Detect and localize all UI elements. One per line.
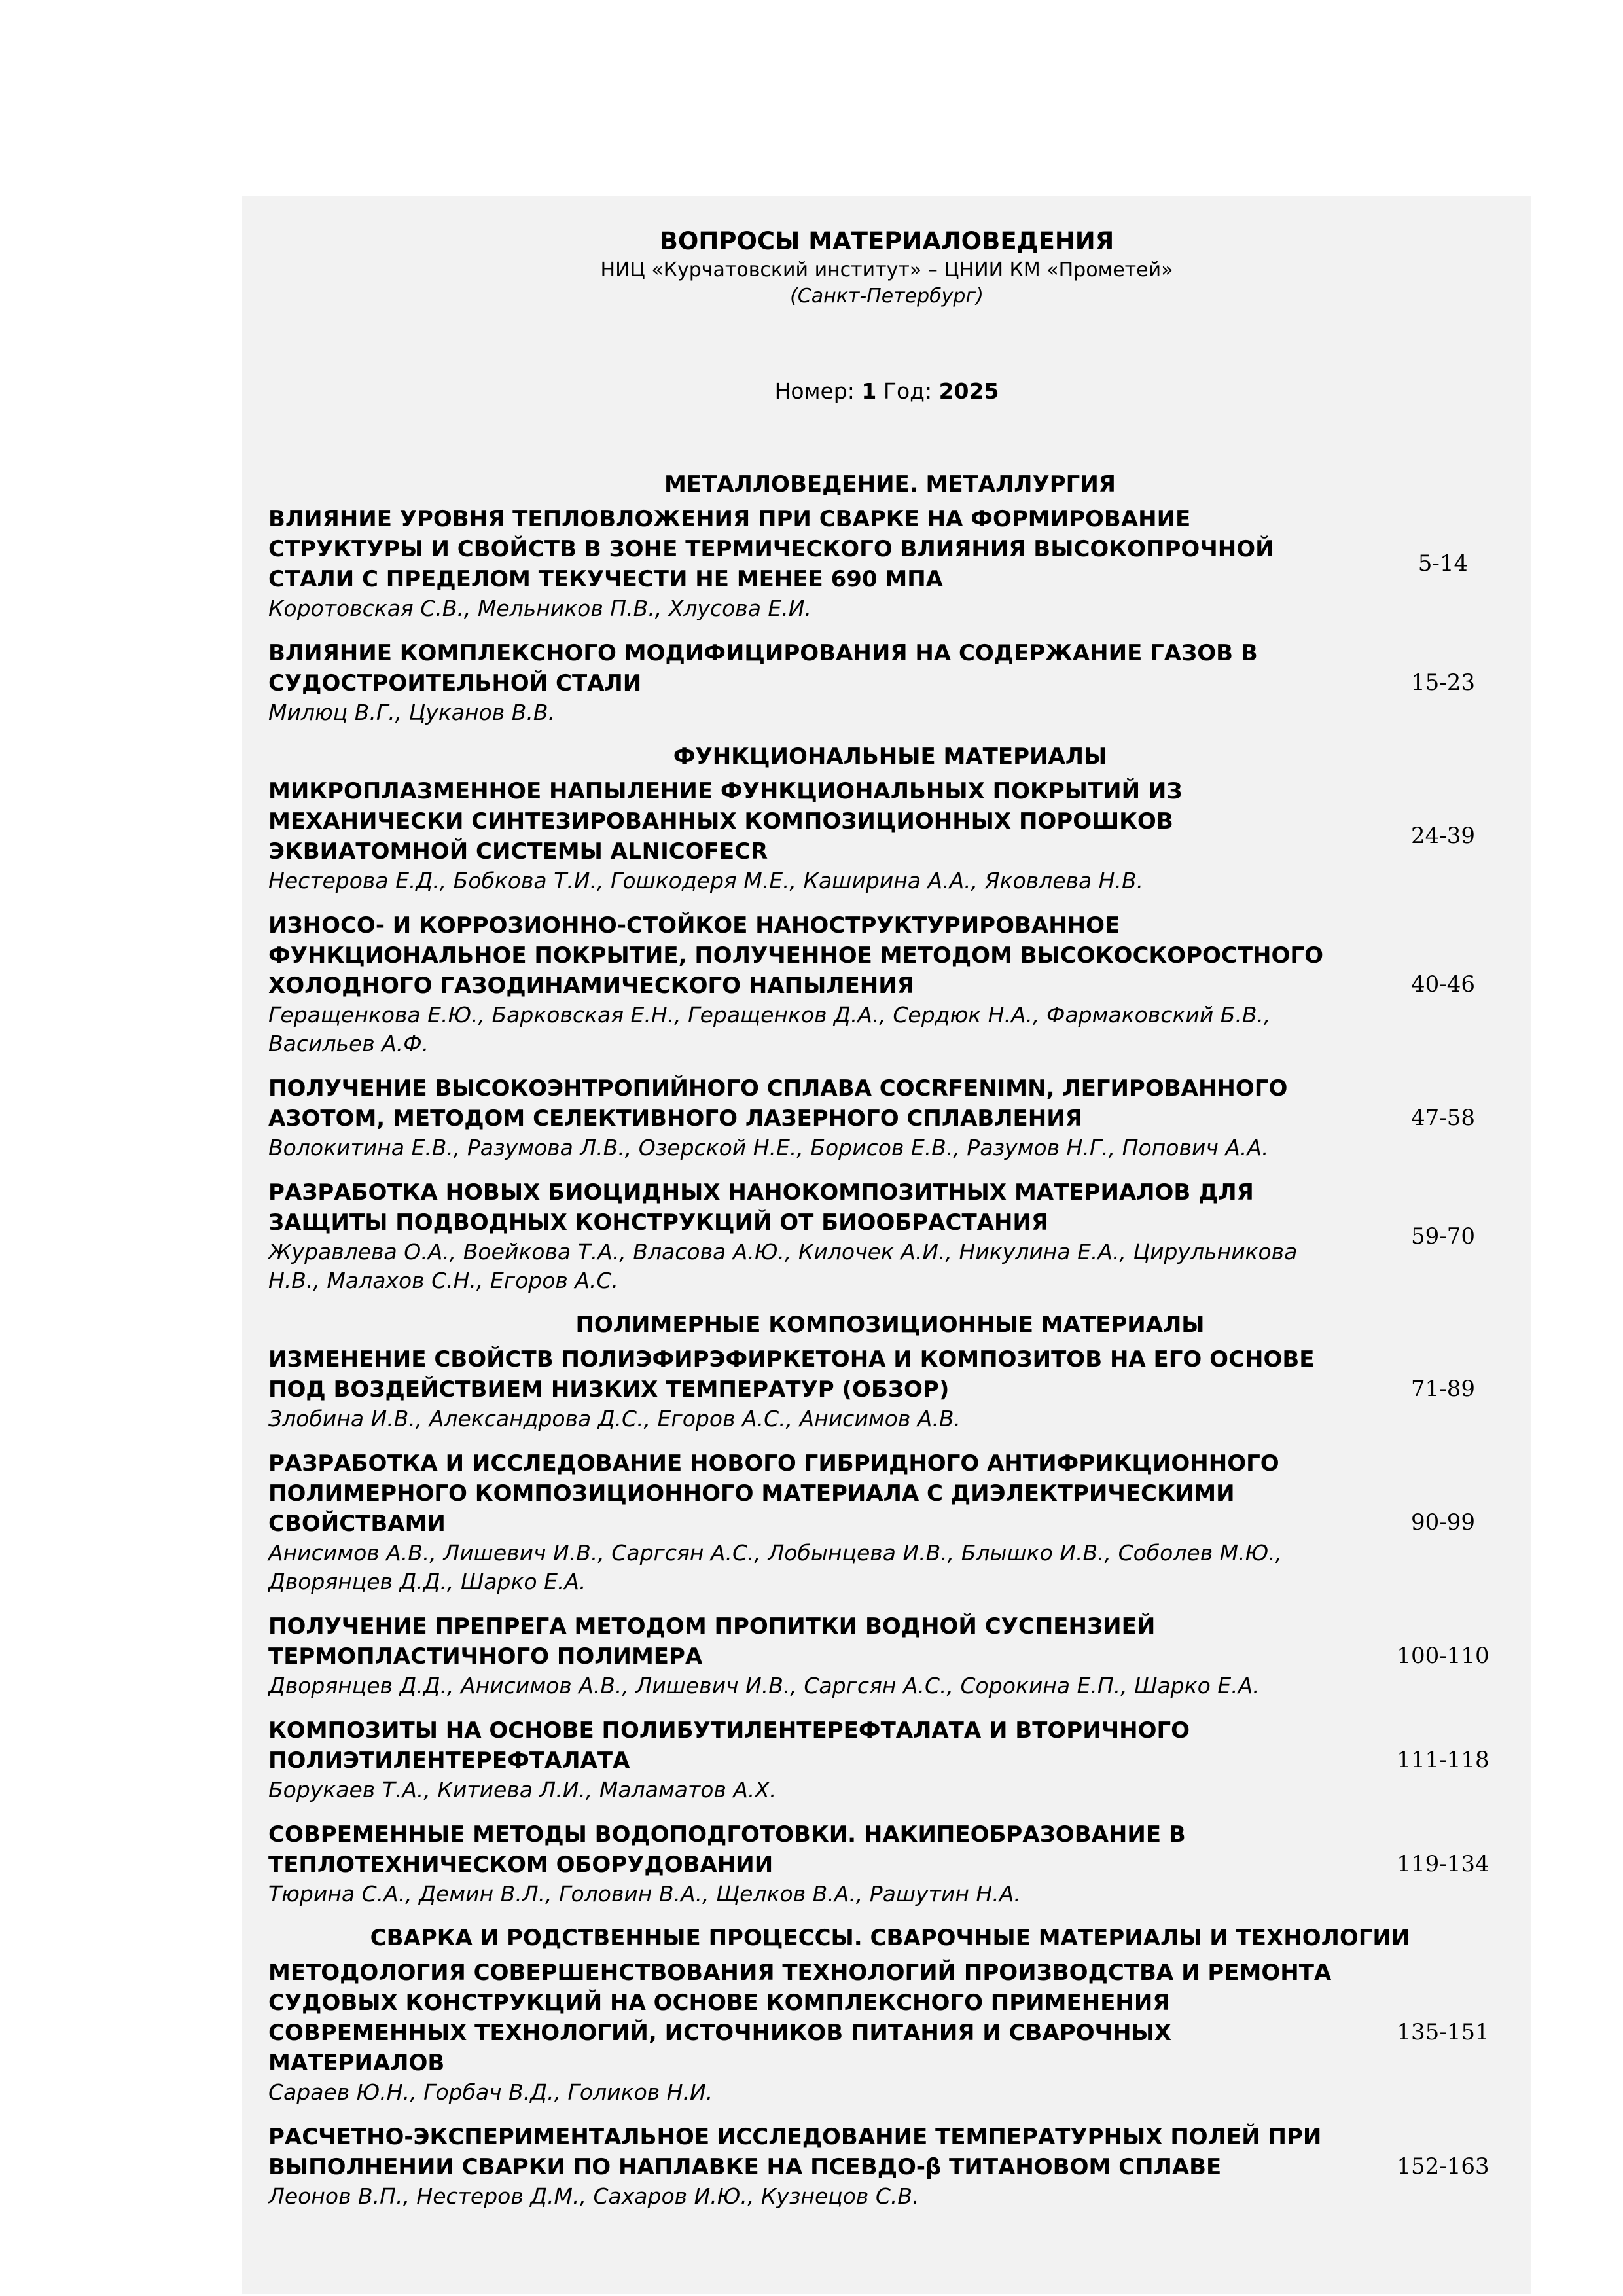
toc-entry	[268, 1820, 1512, 1909]
article-title-line: МЕТОДОЛОГИЯ СОВЕРШЕНСТВОВАНИЯ ТЕХНОЛОГИЙ ПРОИЗВОДСТВА И РЕМОНТА	[268, 1960, 1332, 1986]
article-title-line: СОВРЕМЕННЫХ ТЕХНОЛОГИЙ, ИСТОЧНИКОВ ПИТАНИЯ И СВАРОЧНЫХ	[268, 2020, 1171, 2046]
article-authors	[268, 1776, 1374, 1804]
issue-info	[242, 378, 1531, 404]
authors-line: Леонов В.П., Нестеров Д.М., Сахаров И.Ю., Кузнецов С.В.	[268, 2183, 919, 2209]
entry-text	[268, 1958, 1374, 2107]
toc-entry	[268, 1611, 1512, 1700]
article-pages: 152-163	[1397, 2153, 1489, 2179]
article-pages: 59-70	[1410, 1223, 1475, 1249]
article-title-line: ПОЛИМЕРНОГО КОМПОЗИЦИОННОГО МАТЕРИАЛА С ДИЭЛЕКТРИЧЕСКИМИ	[268, 1480, 1235, 1507]
article-title	[268, 1177, 1374, 1238]
article-authors	[268, 1672, 1374, 1700]
toc-entry	[268, 1448, 1512, 1596]
article-authors	[268, 1134, 1374, 1162]
document-panel	[242, 196, 1531, 2294]
authors-line: Злобина И.В., Александрова Д.С., Егоров А.С., Анисимов А.В.	[268, 1406, 961, 1431]
article-authors	[268, 1539, 1374, 1596]
article-title-line: ВЛИЯНИЕ УРОВНЯ ТЕПЛОВЛОЖЕНИЯ ПРИ СВАРКЕ НА ФОРМИРОВАНИЕ	[268, 506, 1191, 532]
table-of-contents	[268, 470, 1512, 2226]
article-title-line: ПОЛИЭТИЛЕНТЕРЕФТАЛАТА	[268, 1748, 630, 1774]
article-authors	[268, 698, 1374, 727]
journal-title: ВОПРОСЫ МАТЕРИАЛОВЕДЕНИЯ	[659, 227, 1115, 255]
authors-line: Геращенкова Е.Ю., Барковская Е.Н., Геращенков Д.А., Сердюк Н.А., Фармаковский Б.В.,	[268, 1002, 1271, 1028]
article-authors	[268, 1405, 1374, 1433]
entry-text	[268, 638, 1374, 727]
article-pages: 100-110	[1397, 1643, 1489, 1669]
article-pages: 47-58	[1410, 1105, 1475, 1131]
article-title-line: ЗАЩИТЫ ПОДВОДНЫХ КОНСТРУКЦИЙ ОТ БИООБРАСТАНИЯ	[268, 1210, 1049, 1236]
article-title-line: АЗОТОМ, МЕТОДОМ СЕЛЕКТИВНОГО ЛАЗЕРНОГО СПЛАВЛЕНИЯ	[268, 1105, 1082, 1132]
issue-number-label: Номер:	[774, 378, 855, 404]
entry-text	[268, 1611, 1374, 1700]
authors-line: Борукаев Т.А., Китиева Л.И., Маламатов А.Х.	[268, 1777, 777, 1803]
article-title-line: ТЕРМОПЛАСТИЧНОГО ПОЛИМЕРА	[268, 1643, 703, 1670]
toc-entry	[268, 910, 1512, 1058]
toc-entry	[268, 776, 1512, 895]
entry-text	[268, 1820, 1374, 1909]
toc-entry	[268, 1344, 1512, 1433]
article-title-line: СУДОСТРОИТЕЛЬНОЙ СТАЛИ	[268, 670, 642, 696]
article-pages: 119-134	[1397, 1851, 1489, 1877]
article-title-line: ИЗНОСО- И КОРРОЗИОННО-СТОЙКОЕ НАНОСТРУКТУРИРОВАННОЕ	[268, 912, 1120, 939]
authors-line: Нестерова Е.Д., Бобкова Т.И., Гошкодеря М.Е., Каширина А.А., Яковлева Н.В.	[268, 868, 1144, 893]
article-pages: 90-99	[1410, 1509, 1475, 1535]
article-pages: 135-151	[1397, 2019, 1489, 2045]
article-title	[268, 1344, 1374, 1405]
journal-publisher: НИЦ «Курчатовский институт» – ЦНИИ КМ «Прометей»	[600, 259, 1173, 281]
issue-number: 1	[861, 378, 877, 404]
toc-entry	[268, 1715, 1512, 1804]
entry-text	[268, 504, 1374, 623]
article-title-line: ХОЛОДНОГО ГАЗОДИНАМИЧЕСКОГО НАПЫЛЕНИЯ	[268, 973, 914, 999]
article-title-line: ВЫПОЛНЕНИИ СВАРКИ ПО НАПЛАВКЕ НА ПСЕВДО-β ТИТАНОВОМ СПЛАВЕ	[268, 2154, 1222, 2180]
article-title-line: СУДОВЫХ КОНСТРУКЦИЙ НА ОСНОВЕ КОМПЛЕКСНОГО ПРИМЕНЕНИЯ	[268, 1990, 1170, 2016]
issue-year-label: Год:	[883, 378, 933, 404]
authors-line: Дворянцев Д.Д., Шарко Е.А.	[268, 1569, 586, 1594]
article-title-line: СВОЙСТВАМИ	[268, 1511, 446, 1537]
article-title-line: ПОД ВОЗДЕЙСТВИЕМ НИЗКИХ ТЕМПЕРАТУР (ОБЗОР)	[268, 1376, 950, 1403]
authors-line: Журавлева О.А., Воейкова Т.А., Власова А.Ю., Килочек А.И., Никулина Е.А., Цирульникова	[268, 1239, 1298, 1265]
toc-entry	[268, 1958, 1512, 2107]
article-title-line: КОМПОЗИТЫ НА ОСНОВЕ ПОЛИБУТИЛЕНТЕРЕФТАЛАТА И ВТОРИЧНОГО	[268, 1717, 1190, 1744]
authors-line: Милюц В.Г., Цуканов В.В.	[268, 700, 555, 725]
authors-line: Сараев Ю.Н., Горбач В.Д., Голиков Н.И.	[268, 2079, 713, 2105]
toc-entry	[268, 2122, 1512, 2211]
article-title-line: ПОЛУЧЕНИЕ ВЫСОКОЭНТРОПИЙНОГО СПЛАВА COCRFENIMN, ЛЕГИРОВАННОГО	[268, 1075, 1288, 1102]
article-title-line: ВЛИЯНИЕ КОМПЛЕКСНОГО МОДИФИЦИРОВАНИЯ НА СОДЕРЖАНИЕ ГАЗОВ В	[268, 640, 1258, 666]
article-title-line: РАСЧЕТНО-ЭКСПЕРИМЕНТАЛЬНОЕ ИССЛЕДОВАНИЕ ТЕМПЕРАТУРНЫХ ПОЛЕЙ ПРИ	[268, 2124, 1322, 2150]
entry-text	[268, 2122, 1374, 2211]
article-title	[268, 1958, 1374, 2078]
article-title	[268, 1820, 1374, 1880]
article-title-line: СОВРЕМЕННЫЕ МЕТОДЫ ВОДОПОДГОТОВКИ. НАКИПЕОБРАЗОВАНИЕ В	[268, 1821, 1186, 1848]
article-title-line: РАЗРАБОТКА И ИССЛЕДОВАНИЕ НОВОГО ГИБРИДНОГО АНТИФРИКЦИОННОГО	[268, 1450, 1279, 1477]
article-title	[268, 1073, 1374, 1134]
article-title	[268, 504, 1374, 594]
article-title	[268, 1715, 1374, 1776]
toc-entry	[268, 1177, 1512, 1295]
article-title	[268, 2122, 1374, 2182]
article-title	[268, 638, 1374, 698]
article-authors	[268, 1880, 1374, 1909]
entry-text	[268, 910, 1374, 1058]
entry-text	[268, 1073, 1374, 1162]
authors-line: Дворянцев Д.Д., Анисимов А.В., Лишевич И.В., Саргсян А.С., Сорокина Е.П., Шарко Е.А.	[268, 1673, 1260, 1698]
article-title	[268, 910, 1374, 1001]
article-authors	[268, 867, 1374, 895]
article-pages: 40-46	[1410, 971, 1475, 997]
article-title-line: СТРУКТУРЫ И СВОЙСТВ В ЗОНЕ ТЕРМИЧЕСКОГО ВЛИЯНИЯ ВЫСОКОПРОЧНОЙ	[268, 536, 1274, 562]
authors-line: Васильев А.Ф.	[268, 1031, 429, 1056]
section-heading: СВАРКА И РОДСТВЕННЫЕ ПРОЦЕССЫ. СВАРОЧНЫЕ МАТЕРИАЛЫ И ТЕХНОЛОГИИ	[370, 1925, 1410, 1951]
article-pages: 15-23	[1410, 670, 1475, 696]
issue-year: 2025	[938, 378, 999, 404]
article-title-line: МИКРОПЛАЗМЕННОЕ НАПЫЛЕНИЕ ФУНКЦИОНАЛЬНЫХ ПОКРЫТИЙ ИЗ	[268, 778, 1183, 804]
article-authors	[268, 2182, 1374, 2211]
authors-line: Коротовская С.В., Мельников П.В., Хлусова Е.И.	[268, 596, 812, 621]
article-authors	[268, 1001, 1374, 1058]
article-title	[268, 776, 1374, 867]
entry-text	[268, 776, 1374, 895]
entry-text	[268, 1177, 1374, 1295]
journal-city: (Санкт-Петербург)	[790, 285, 984, 308]
article-title-line: ПОЛУЧЕНИЕ ПРЕПРЕГА МЕТОДОМ ПРОПИТКИ ВОДНОЙ СУСПЕНЗИЕЙ	[268, 1613, 1156, 1640]
entry-text	[268, 1448, 1374, 1596]
authors-line: Волокитина Е.В., Разумова Л.В., Озерской Н.Е., Борисов Е.В., Разумов Н.Г., Попович А.А.	[268, 1135, 1269, 1160]
entry-text	[268, 1715, 1374, 1804]
article-pages: 5-14	[1418, 550, 1469, 577]
article-title-line: РАЗРАБОТКА НОВЫХ БИОЦИДНЫХ НАНОКОМПОЗИТНЫХ МАТЕРИАЛОВ ДЛЯ	[268, 1179, 1254, 1206]
article-pages: 111-118	[1397, 1747, 1489, 1773]
article-title-line: ЭКВИАТОМНОЙ СИСТЕМЫ ALNICOFECR	[268, 838, 768, 865]
article-title-line: ФУНКЦИОНАЛЬНОЕ ПОКРЫТИЕ, ПОЛУЧЕННОЕ МЕТОДОМ ВЫСОКОСКОРОСТНОГО	[268, 942, 1323, 969]
article-pages: 24-39	[1410, 823, 1475, 849]
article-title-line: МЕХАНИЧЕСКИ СИНТЕЗИРОВАННЫХ КОМПОЗИЦИОННЫХ ПОРОШКОВ	[268, 808, 1173, 834]
article-title	[268, 1611, 1374, 1672]
toc-entry	[268, 504, 1512, 623]
article-title	[268, 1448, 1374, 1539]
section-heading: МЕТАЛЛОВЕДЕНИЕ. МЕТАЛЛУРГИЯ	[664, 471, 1116, 497]
toc-entry	[268, 1073, 1512, 1162]
article-pages: 71-89	[1410, 1376, 1475, 1402]
authors-line: Н.В., Малахов С.Н., Егоров А.С.	[268, 1268, 618, 1293]
authors-line: Тюрина С.А., Демин В.Л., Головин В.А., Щелков В.А., Рашутин Н.А.	[268, 1881, 1021, 1907]
article-authors	[268, 2078, 1374, 2107]
authors-line: Анисимов А.В., Лишевич И.В., Саргсян А.С., Лобынцева И.В., Блышко И.В., Соболев М.Ю.,	[268, 1540, 1283, 1566]
article-title-line: СТАЛИ С ПРЕДЕЛОМ ТЕКУЧЕСТИ НЕ МЕНЕЕ 690 МПА	[268, 566, 943, 592]
section-heading: ПОЛИМЕРНЫЕ КОМПОЗИЦИОННЫЕ МАТЕРИАЛЫ	[575, 1312, 1205, 1338]
article-authors	[268, 1238, 1374, 1295]
article-title-line: ТЕПЛОТЕХНИЧЕСКОМ ОБОРУДОВАНИИ	[268, 1852, 774, 1878]
section-heading: ФУНКЦИОНАЛЬНЫЕ МАТЕРИАЛЫ	[673, 744, 1107, 770]
article-title-line: ИЗМЕНЕНИЕ СВОЙСТВ ПОЛИЭФИРЭФИРКЕТОНА И КОМПОЗИТОВ НА ЕГО ОСНОВЕ	[268, 1346, 1315, 1372]
entry-text	[268, 1344, 1374, 1433]
toc-entry	[268, 638, 1512, 727]
article-authors	[268, 594, 1374, 623]
article-title-line: МАТЕРИАЛОВ	[268, 2050, 445, 2076]
